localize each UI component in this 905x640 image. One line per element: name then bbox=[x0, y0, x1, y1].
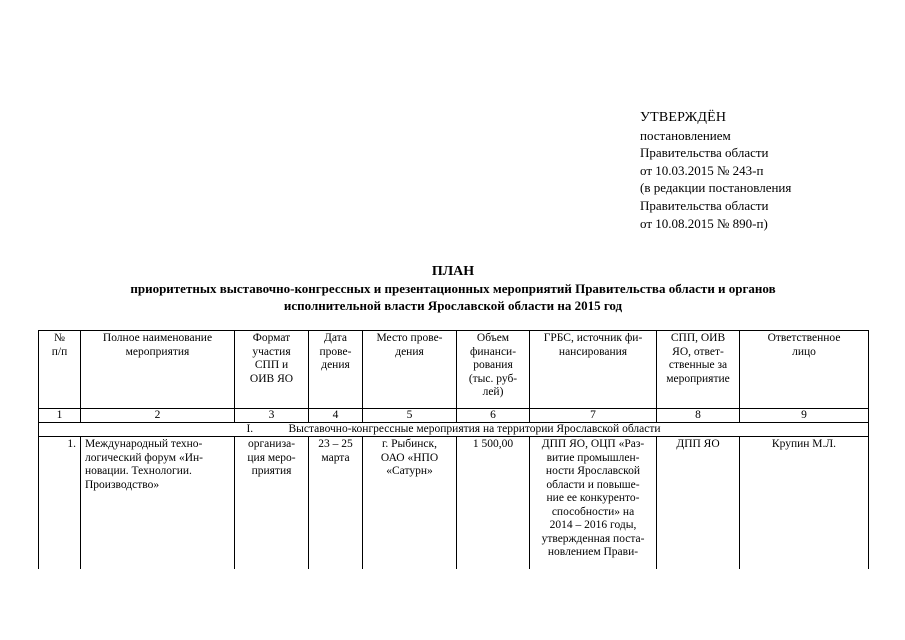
column-number: 8 bbox=[657, 409, 740, 423]
header-cell: ГРБС, источник фи- нансирования bbox=[530, 331, 657, 409]
section-number: I. bbox=[246, 423, 254, 435]
header-cell: Полное наименование мероприятия bbox=[81, 331, 235, 409]
event-name: Международный техно- логический форум «Ин- новации. Технологии. Производство» bbox=[81, 437, 235, 569]
column-number: 9 bbox=[740, 409, 869, 423]
header-cell: № п/п bbox=[39, 331, 81, 409]
header-cell: Формат участия СПП и ОИВ ЯО bbox=[235, 331, 309, 409]
column-number: 6 bbox=[457, 409, 530, 423]
responsible-person: Крупин М.Л. bbox=[740, 437, 869, 569]
approval-line: Правительства области bbox=[640, 197, 769, 213]
column-number: 5 bbox=[363, 409, 457, 423]
approval-line: постановлением bbox=[640, 127, 731, 143]
header-cell: Объем финанси- рования (тыс. руб- лей) bbox=[457, 331, 530, 409]
event-date: 23 – 25 марта bbox=[309, 437, 363, 569]
plan-table bbox=[38, 330, 869, 569]
section-heading bbox=[39, 423, 869, 437]
responsible-org: ДПП ЯО bbox=[657, 437, 740, 569]
header-cell: Дата прове- дения bbox=[309, 331, 363, 409]
title-line: исполнительной власти Ярославской области на 2015 год bbox=[283, 298, 623, 313]
section-title: Выставочно-конгрессные мероприятия на территории Ярославской области bbox=[288, 423, 661, 435]
approval-line: (в редакции постановления bbox=[640, 180, 792, 196]
event-place: г. Рыбинск, ОАО «НПО «Сатурн» bbox=[363, 437, 457, 569]
column-number: 2 bbox=[81, 409, 235, 423]
column-number: 3 bbox=[235, 409, 309, 423]
participation-format: организа- ция меро- приятия bbox=[235, 437, 309, 569]
column-number: 7 bbox=[530, 409, 657, 423]
section-row bbox=[39, 423, 869, 437]
title-line: приоритетных выставочно-конгрессных и презентационных мероприятий Правительства области и органов bbox=[130, 281, 776, 296]
column-number: 4 bbox=[309, 409, 363, 423]
column-number-row bbox=[39, 409, 869, 423]
header-cell: Ответственное лицо bbox=[740, 331, 869, 409]
document-title bbox=[38, 263, 868, 314]
table-row bbox=[39, 437, 869, 569]
approval-line: от 10.08.2015 № 890-п) bbox=[640, 215, 768, 231]
header-cell: СПП, ОИВ ЯО, ответ- ственные за мероприятие bbox=[657, 331, 740, 409]
header-row bbox=[39, 331, 869, 409]
column-number: 1 bbox=[39, 409, 81, 423]
row-number: 1. bbox=[39, 437, 81, 569]
title-line: ПЛАН bbox=[431, 264, 475, 279]
approval-line: от 10.03.2015 № 243-п bbox=[640, 162, 764, 178]
approval-line: Правительства области bbox=[640, 145, 769, 161]
funding-source: ДПП ЯО, ОЦП «Раз- витие промышлен- ности Ярославской области и повыше- ние ее конкуренто- способности» на 2014 – 2016 годы, утвержденная поста- новлением Прави- bbox=[530, 437, 657, 569]
funding-amount: 1 500,00 bbox=[457, 437, 530, 569]
header-cell: Место прове- дения bbox=[363, 331, 457, 409]
approval-title: УТВЕРЖДЁН bbox=[640, 110, 727, 125]
approval-stamp bbox=[640, 109, 890, 232]
